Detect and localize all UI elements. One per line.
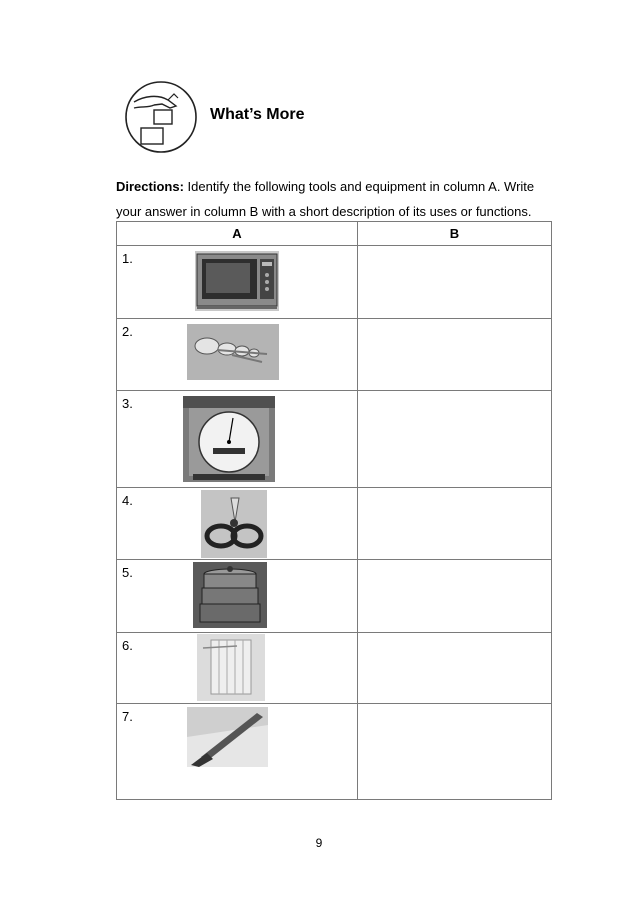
directions-text: Identify the following tools and equipment in column A. Write your answer in column B with a short description of its uses or functions. <box>116 179 535 219</box>
column-a-cell <box>117 704 358 800</box>
column-a-cell <box>117 246 358 319</box>
column-a-cell <box>117 319 358 391</box>
item-number: 2. <box>122 324 133 339</box>
item-number: 6. <box>122 638 133 653</box>
column-a-cell <box>117 488 358 560</box>
table-row <box>117 704 552 800</box>
measuring-spoons-photo <box>187 324 279 380</box>
table-row <box>117 560 552 633</box>
column-b-header: B <box>358 222 552 246</box>
table-row <box>117 319 552 391</box>
column-b-cell[interactable] <box>358 704 552 800</box>
knife-cutting-photo <box>187 707 268 767</box>
section-title: What’s More <box>210 106 305 123</box>
table-row <box>117 633 552 704</box>
answer-table <box>116 221 552 800</box>
column-a-cell <box>117 560 358 633</box>
microwave-oven-photo <box>195 251 279 311</box>
item-number: 1. <box>122 251 133 266</box>
column-b-cell[interactable] <box>358 560 552 633</box>
bamboo-mat-photo <box>197 634 265 701</box>
kitchen-shears-photo <box>201 490 267 558</box>
item-number: 7. <box>122 709 133 724</box>
column-b-cell[interactable] <box>358 488 552 560</box>
table-row <box>117 246 552 319</box>
directions-label: Directions: <box>116 179 184 194</box>
table-header-row <box>117 222 552 246</box>
column-a-cell <box>117 633 358 704</box>
column-b-cell[interactable] <box>358 391 552 488</box>
item-number: 3. <box>122 396 133 411</box>
stacking-blocks-hand-icon <box>124 80 198 154</box>
column-a-cell <box>117 391 358 488</box>
directions <box>116 174 556 224</box>
column-a-header: A <box>117 222 358 246</box>
page-number: 9 <box>315 836 323 850</box>
table-row <box>117 488 552 560</box>
column-b-cell[interactable] <box>358 246 552 319</box>
item-number: 4. <box>122 493 133 508</box>
steamer-pot-photo <box>193 562 267 628</box>
column-b-cell[interactable] <box>358 633 552 704</box>
table-row <box>117 391 552 488</box>
column-b-cell[interactable] <box>358 319 552 391</box>
item-number: 5. <box>122 565 133 580</box>
weighing-scale-photo <box>183 396 275 482</box>
